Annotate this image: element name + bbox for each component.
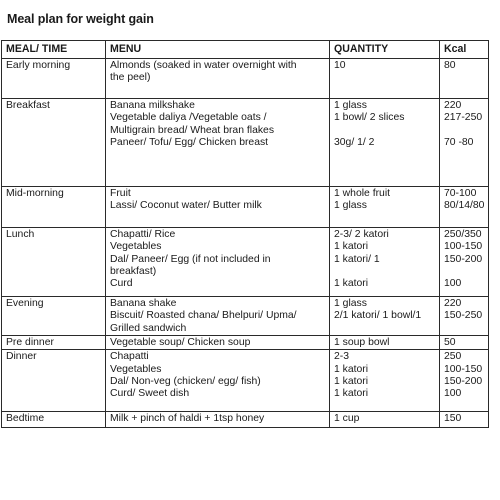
quantity-line (334, 266, 436, 278)
quantity-cell (330, 59, 440, 99)
kcal-cell (440, 187, 489, 228)
kcal-line (444, 125, 485, 137)
menu-line: Multigrain bread/ Wheat bran flakes (110, 124, 275, 136)
kcal-line: 80 (444, 60, 456, 71)
quantity-cell (330, 99, 440, 187)
quantity-line: 1 cup (334, 413, 360, 425)
column-header-quantity: QUANTITY (330, 41, 440, 59)
kcal-line: 70-100 (444, 188, 477, 199)
menu-line: Curd (110, 278, 133, 290)
meal-time-label: Evening (6, 298, 44, 309)
meal-time-cell (2, 336, 106, 350)
meal-time-cell (2, 187, 106, 228)
meal-time-label: Early morning (6, 60, 71, 71)
menu-line: Almonds (soaked in water overnight with (110, 60, 297, 71)
kcal-line: 100 (444, 388, 462, 400)
meal-time-label: Bedtime (6, 413, 45, 425)
meal-plan-table (1, 40, 489, 428)
quantity-line: 1 katori (334, 375, 369, 387)
menu-line: Banana milkshake (110, 100, 195, 111)
meal-time-label: Lunch (6, 229, 35, 240)
quantity-line: 1 bowl/ 2 slices (334, 112, 405, 124)
menu-cell (106, 59, 330, 99)
quantity-line: 1 katori/ 1 (334, 253, 380, 265)
kcal-cell (440, 336, 489, 350)
quantity-line: 1 glass (334, 200, 367, 212)
menu-line: Chapatti/ Rice (110, 229, 176, 240)
menu-line: Dal/ Non-veg (chicken/ egg/ fish) (110, 375, 261, 387)
quantity-cell (330, 228, 440, 297)
kcal-cell (440, 297, 489, 336)
quantity-cell (330, 297, 440, 336)
quantity-line: 1 whole fruit (334, 188, 391, 199)
menu-line: Milk + pinch of haldi + 1tsp honey (110, 413, 265, 425)
table-body (2, 59, 489, 428)
menu-line: Vegetables (110, 363, 162, 375)
table-row (2, 412, 489, 428)
quantity-line: 10 (334, 60, 346, 71)
quantity-line: 2-3/ 2 katori (334, 229, 389, 240)
kcal-cell (440, 412, 489, 428)
quantity-line: 1 glass (334, 298, 367, 309)
quantity-line: 1 glass (334, 100, 367, 111)
kcal-line: 250 (444, 351, 462, 363)
meal-time-cell (2, 99, 106, 187)
quantity-line: 1 katori (334, 388, 369, 400)
menu-cell (106, 336, 330, 350)
menu-line: Vegetables (110, 241, 162, 253)
quantity-line (334, 323, 436, 335)
kcal-line: 150-250 (444, 310, 483, 322)
quantity-line: 30g/ 1/ 2 (334, 136, 375, 148)
quantity-line: 2/1 katori/ 1 bowl/1 (334, 310, 422, 322)
quantity-line (334, 125, 436, 137)
menu-line: Vegetable soup/ Chicken soup (110, 337, 251, 348)
menu-cell (106, 297, 330, 336)
kcal-line: 150-200 (444, 375, 483, 387)
kcal-line (444, 323, 485, 335)
meal-time-label: Mid-morning (6, 188, 64, 199)
table-header-row (2, 41, 489, 59)
column-header-meal-time: MEAL/ TIME (2, 41, 106, 59)
kcal-line: 50 (444, 337, 456, 348)
quantity-cell (330, 336, 440, 350)
menu-cell (106, 228, 330, 297)
menu-line: the peel) (110, 72, 151, 84)
table-row (2, 187, 489, 228)
meal-time-label: Dinner (6, 351, 37, 363)
menu-line: Fruit (110, 188, 131, 199)
menu-line: Dal/ Paneer/ Egg (if not included in (110, 253, 271, 265)
menu-line: Grilled sandwich (110, 322, 187, 334)
quantity-cell (330, 350, 440, 412)
menu-line: Vegetable daliya /Vegetable oats / (110, 112, 267, 124)
kcal-cell (440, 350, 489, 412)
table-row (2, 59, 489, 99)
menu-line: Chapatti (110, 351, 149, 363)
menu-line: Biscuit/ Roasted chana/ Bhelpuri/ Upma/ (110, 310, 297, 322)
kcal-cell (440, 99, 489, 187)
kcal-line: 80/14/80 (444, 200, 485, 212)
kcal-cell (440, 59, 489, 99)
kcal-line: 100 (444, 278, 462, 290)
meal-time-cell (2, 297, 106, 336)
quantity-cell (330, 412, 440, 428)
table-row (2, 336, 489, 350)
table-row (2, 350, 489, 412)
page-title: Meal plan for weight gain (7, 12, 154, 26)
menu-line: Paneer/ Tofu/ Egg/ Chicken breast (110, 136, 269, 148)
menu-line: Curd/ Sweet dish (110, 388, 190, 400)
kcal-line: 250/350 (444, 229, 482, 240)
quantity-line: 1 katori (334, 278, 369, 290)
meal-time-label: Pre dinner (6, 337, 54, 348)
quantity-line (334, 72, 436, 84)
quantity-line: 1 katori (334, 363, 369, 375)
table-row (2, 228, 489, 297)
meal-time-label: Breakfast (6, 100, 50, 111)
kcal-line: 220 (444, 298, 462, 309)
menu-cell (106, 350, 330, 412)
kcal-line: 150-200 (444, 253, 483, 265)
kcal-line: 70 -80 (444, 136, 474, 148)
meal-time-cell (2, 228, 106, 297)
kcal-line (444, 266, 485, 278)
meal-time-cell (2, 412, 106, 428)
quantity-line: 1 katori (334, 241, 369, 253)
kcal-line: 220 (444, 100, 462, 111)
table-row (2, 99, 489, 187)
quantity-line: 1 soup bowl (334, 337, 390, 348)
meal-time-cell (2, 350, 106, 412)
column-header-kcal: Kcal (440, 41, 489, 59)
menu-cell (106, 187, 330, 228)
table-row (2, 297, 489, 336)
menu-line: breakfast) (110, 265, 157, 277)
menu-cell (106, 99, 330, 187)
menu-line: Lassi/ Coconut water/ Butter milk (110, 200, 262, 212)
meal-time-cell (2, 59, 106, 99)
menu-cell (106, 412, 330, 428)
kcal-line: 100-150 (444, 363, 483, 375)
kcal-cell (440, 228, 489, 297)
column-header-menu: MENU (106, 41, 330, 59)
kcal-line: 100-150 (444, 241, 483, 253)
kcal-line (444, 72, 485, 84)
quantity-cell (330, 187, 440, 228)
kcal-line: 150 (444, 413, 462, 425)
menu-line: Banana shake (110, 298, 177, 309)
quantity-line: 2-3 (334, 351, 350, 363)
kcal-line: 217-250 (444, 112, 483, 124)
